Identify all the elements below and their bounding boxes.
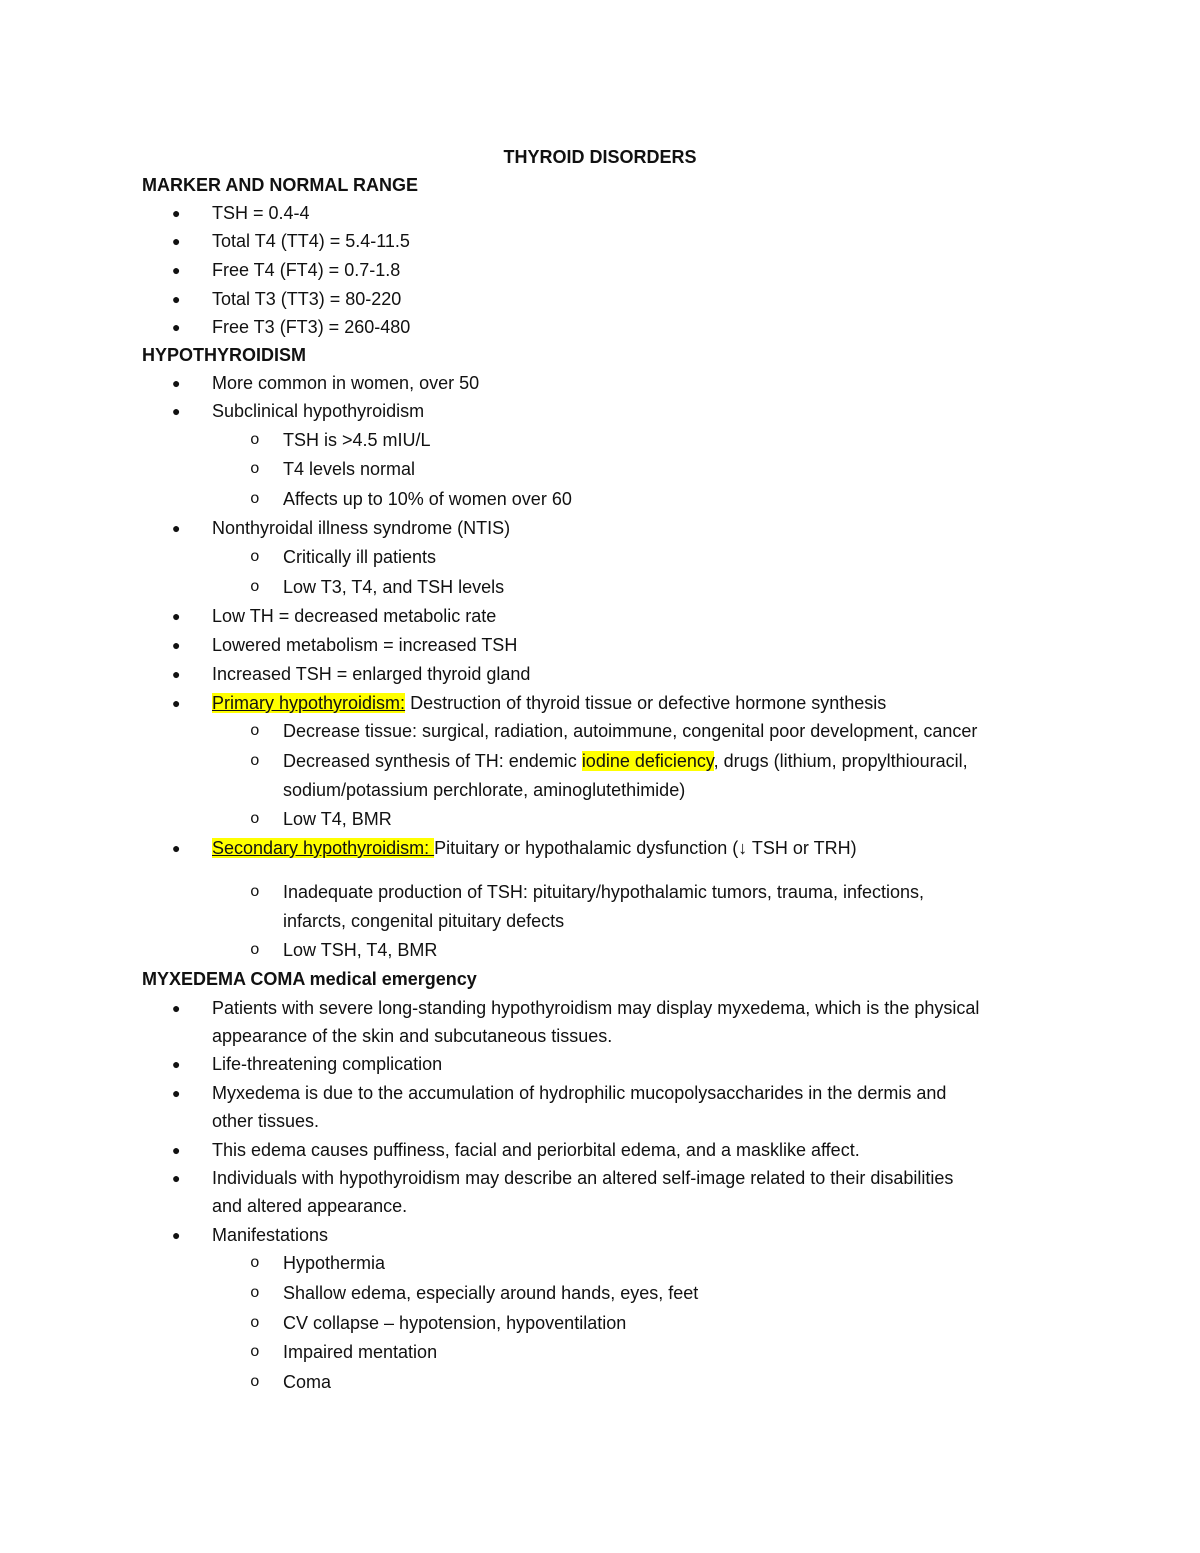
highlighted-term: iodine deficiency xyxy=(581,751,714,771)
list-item-continuation: appearance of the skin and subcutaneous tissues. xyxy=(212,1026,613,1046)
sub-list-item: CV collapse – hypotension, hypoventilation xyxy=(283,1313,627,1333)
bullet-icon: ● xyxy=(172,637,181,653)
sub-list-item: Hypothermia xyxy=(283,1253,386,1273)
list-item-continuation: and altered appearance. xyxy=(212,1196,408,1216)
sub-list-item: Low T4, BMR xyxy=(283,809,392,829)
list-item: Subclinical hypothyroidism xyxy=(212,401,425,421)
sub-bullet-icon: o xyxy=(250,1254,260,1272)
list-item: Individuals with hypothyroidism may describe an altered self-image related to their disabilities xyxy=(212,1168,954,1188)
list-item: Lowered metabolism = increased TSH xyxy=(212,635,518,655)
sub-bullet-icon: o xyxy=(250,431,260,449)
sub-list-item xyxy=(283,749,968,773)
sub-list-item-continuation: infarcts, congenital pituitary defects xyxy=(283,911,565,931)
bullet-icon: ● xyxy=(172,1085,181,1101)
marker-item: Free T3 (FT3) = 260-480 xyxy=(212,317,411,337)
sub-bullet-icon: o xyxy=(250,548,260,566)
bullet-icon: ● xyxy=(172,1056,181,1072)
bullet-icon: ● xyxy=(172,375,181,391)
sub-list-item-continuation: sodium/potassium perchlorate, aminoglutethimide) xyxy=(283,780,686,800)
list-item-secondary-hypothyroidism xyxy=(212,836,857,860)
sub-bullet-icon: o xyxy=(250,1373,260,1391)
sub-bullet-icon: o xyxy=(250,1343,260,1361)
list-item: Life-threatening complication xyxy=(212,1054,443,1074)
sub-bullet-icon: o xyxy=(250,883,260,901)
list-item: Low TH = decreased metabolic rate xyxy=(212,606,497,626)
sub-list-item: Affects up to 10% of women over 60 xyxy=(283,489,572,509)
sub-list-item: Impaired mentation xyxy=(283,1342,438,1362)
marker-item: Total T3 (TT3) = 80-220 xyxy=(212,289,402,309)
list-item: Manifestations xyxy=(212,1225,329,1245)
list-item: Increased TSH = enlarged thyroid gland xyxy=(212,664,531,684)
bullet-icon: ● xyxy=(172,1142,181,1158)
bullet-icon: ● xyxy=(172,233,181,249)
bullet-icon: ● xyxy=(172,1170,181,1186)
highlighted-term: Primary hypothyroidism: xyxy=(212,693,406,713)
list-item: Patients with severe long-standing hypothyroidism may display myxedema, which is the physical xyxy=(212,998,980,1018)
sub-list-item: Shallow edema, especially around hands, eyes, feet xyxy=(283,1283,699,1303)
sub-list-item: Coma xyxy=(283,1372,332,1392)
bullet-icon: ● xyxy=(172,319,181,335)
sub-list-item: TSH is >4.5 mIU/L xyxy=(283,430,431,450)
marker-item: Total T4 (TT4) = 5.4-11.5 xyxy=(212,231,410,251)
sub-list-item: Decrease tissue: surgical, radiation, autoimmune, congenital poor development, cancer xyxy=(283,721,978,741)
bullet-icon: ● xyxy=(172,262,181,278)
list-item: More common in women, over 50 xyxy=(212,373,480,393)
bullet-icon: ● xyxy=(172,1000,181,1016)
highlighted-term: Secondary hypothyroidism: xyxy=(212,838,435,858)
bullet-icon: ● xyxy=(172,666,181,682)
sub-bullet-icon: o xyxy=(250,810,260,828)
list-item: Myxedema is due to the accumulation of hydrophilic mucopolysaccharides in the dermis and xyxy=(212,1083,947,1103)
list-item-primary-hypothyroidism xyxy=(212,691,886,715)
sub-list-item: Inadequate production of TSH: pituitary/hypothalamic tumors, trauma, infections, xyxy=(283,882,925,902)
bullet-icon: ● xyxy=(172,205,181,221)
list-item: Nonthyroidal illness syndrome (NTIS) xyxy=(212,518,511,538)
sub-bullet-icon: o xyxy=(250,941,260,959)
sub-bullet-icon: o xyxy=(250,1284,260,1302)
section-heading-markers: MARKER AND NORMAL RANGE xyxy=(142,175,418,195)
sub-bullet-icon: o xyxy=(250,752,260,770)
sub-bullet-icon: o xyxy=(250,1314,260,1332)
marker-item: TSH = 0.4-4 xyxy=(212,203,310,223)
sub-bullet-icon: o xyxy=(250,490,260,508)
list-item: This edema causes puffiness, facial and periorbital edema, and a masklike affect. xyxy=(212,1140,860,1160)
list-item-continuation: other tissues. xyxy=(212,1111,320,1131)
section-heading-myxedema: MYXEDEMA COMA medical emergency xyxy=(142,969,477,989)
document-title: THYROID DISORDERS xyxy=(503,147,697,167)
sub-bullet-icon: o xyxy=(250,722,260,740)
bullet-icon: ● xyxy=(172,695,181,711)
bullet-icon: ● xyxy=(172,403,181,419)
sub-list-item: Low T3, T4, and TSH levels xyxy=(283,577,505,597)
sub-list-item: Critically ill patients xyxy=(283,547,437,567)
sub-list-item: T4 levels normal xyxy=(283,459,416,479)
sub-bullet-icon: o xyxy=(250,578,260,596)
marker-item: Free T4 (FT4) = 0.7-1.8 xyxy=(212,260,401,280)
sub-list-item-text: , drugs (lithium, propylthiouracil, xyxy=(713,751,968,771)
bullet-icon: ● xyxy=(172,1227,181,1243)
sub-list-item-text: Decreased synthesis of TH: endemic xyxy=(283,751,582,771)
bullet-icon: ● xyxy=(172,608,181,624)
bullet-icon: ● xyxy=(172,840,181,856)
list-item-text: Destruction of thyroid tissue or defective hormone synthesis xyxy=(405,693,887,713)
sub-list-item: Low TSH, T4, BMR xyxy=(283,940,438,960)
list-item-text: Pituitary or hypothalamic dysfunction (↓ TSH or TRH) xyxy=(434,838,857,858)
section-heading-hypothyroidism: HYPOTHYROIDISM xyxy=(142,345,307,365)
sub-bullet-icon: o xyxy=(250,460,260,478)
bullet-icon: ● xyxy=(172,291,181,307)
bullet-icon: ● xyxy=(172,520,181,536)
